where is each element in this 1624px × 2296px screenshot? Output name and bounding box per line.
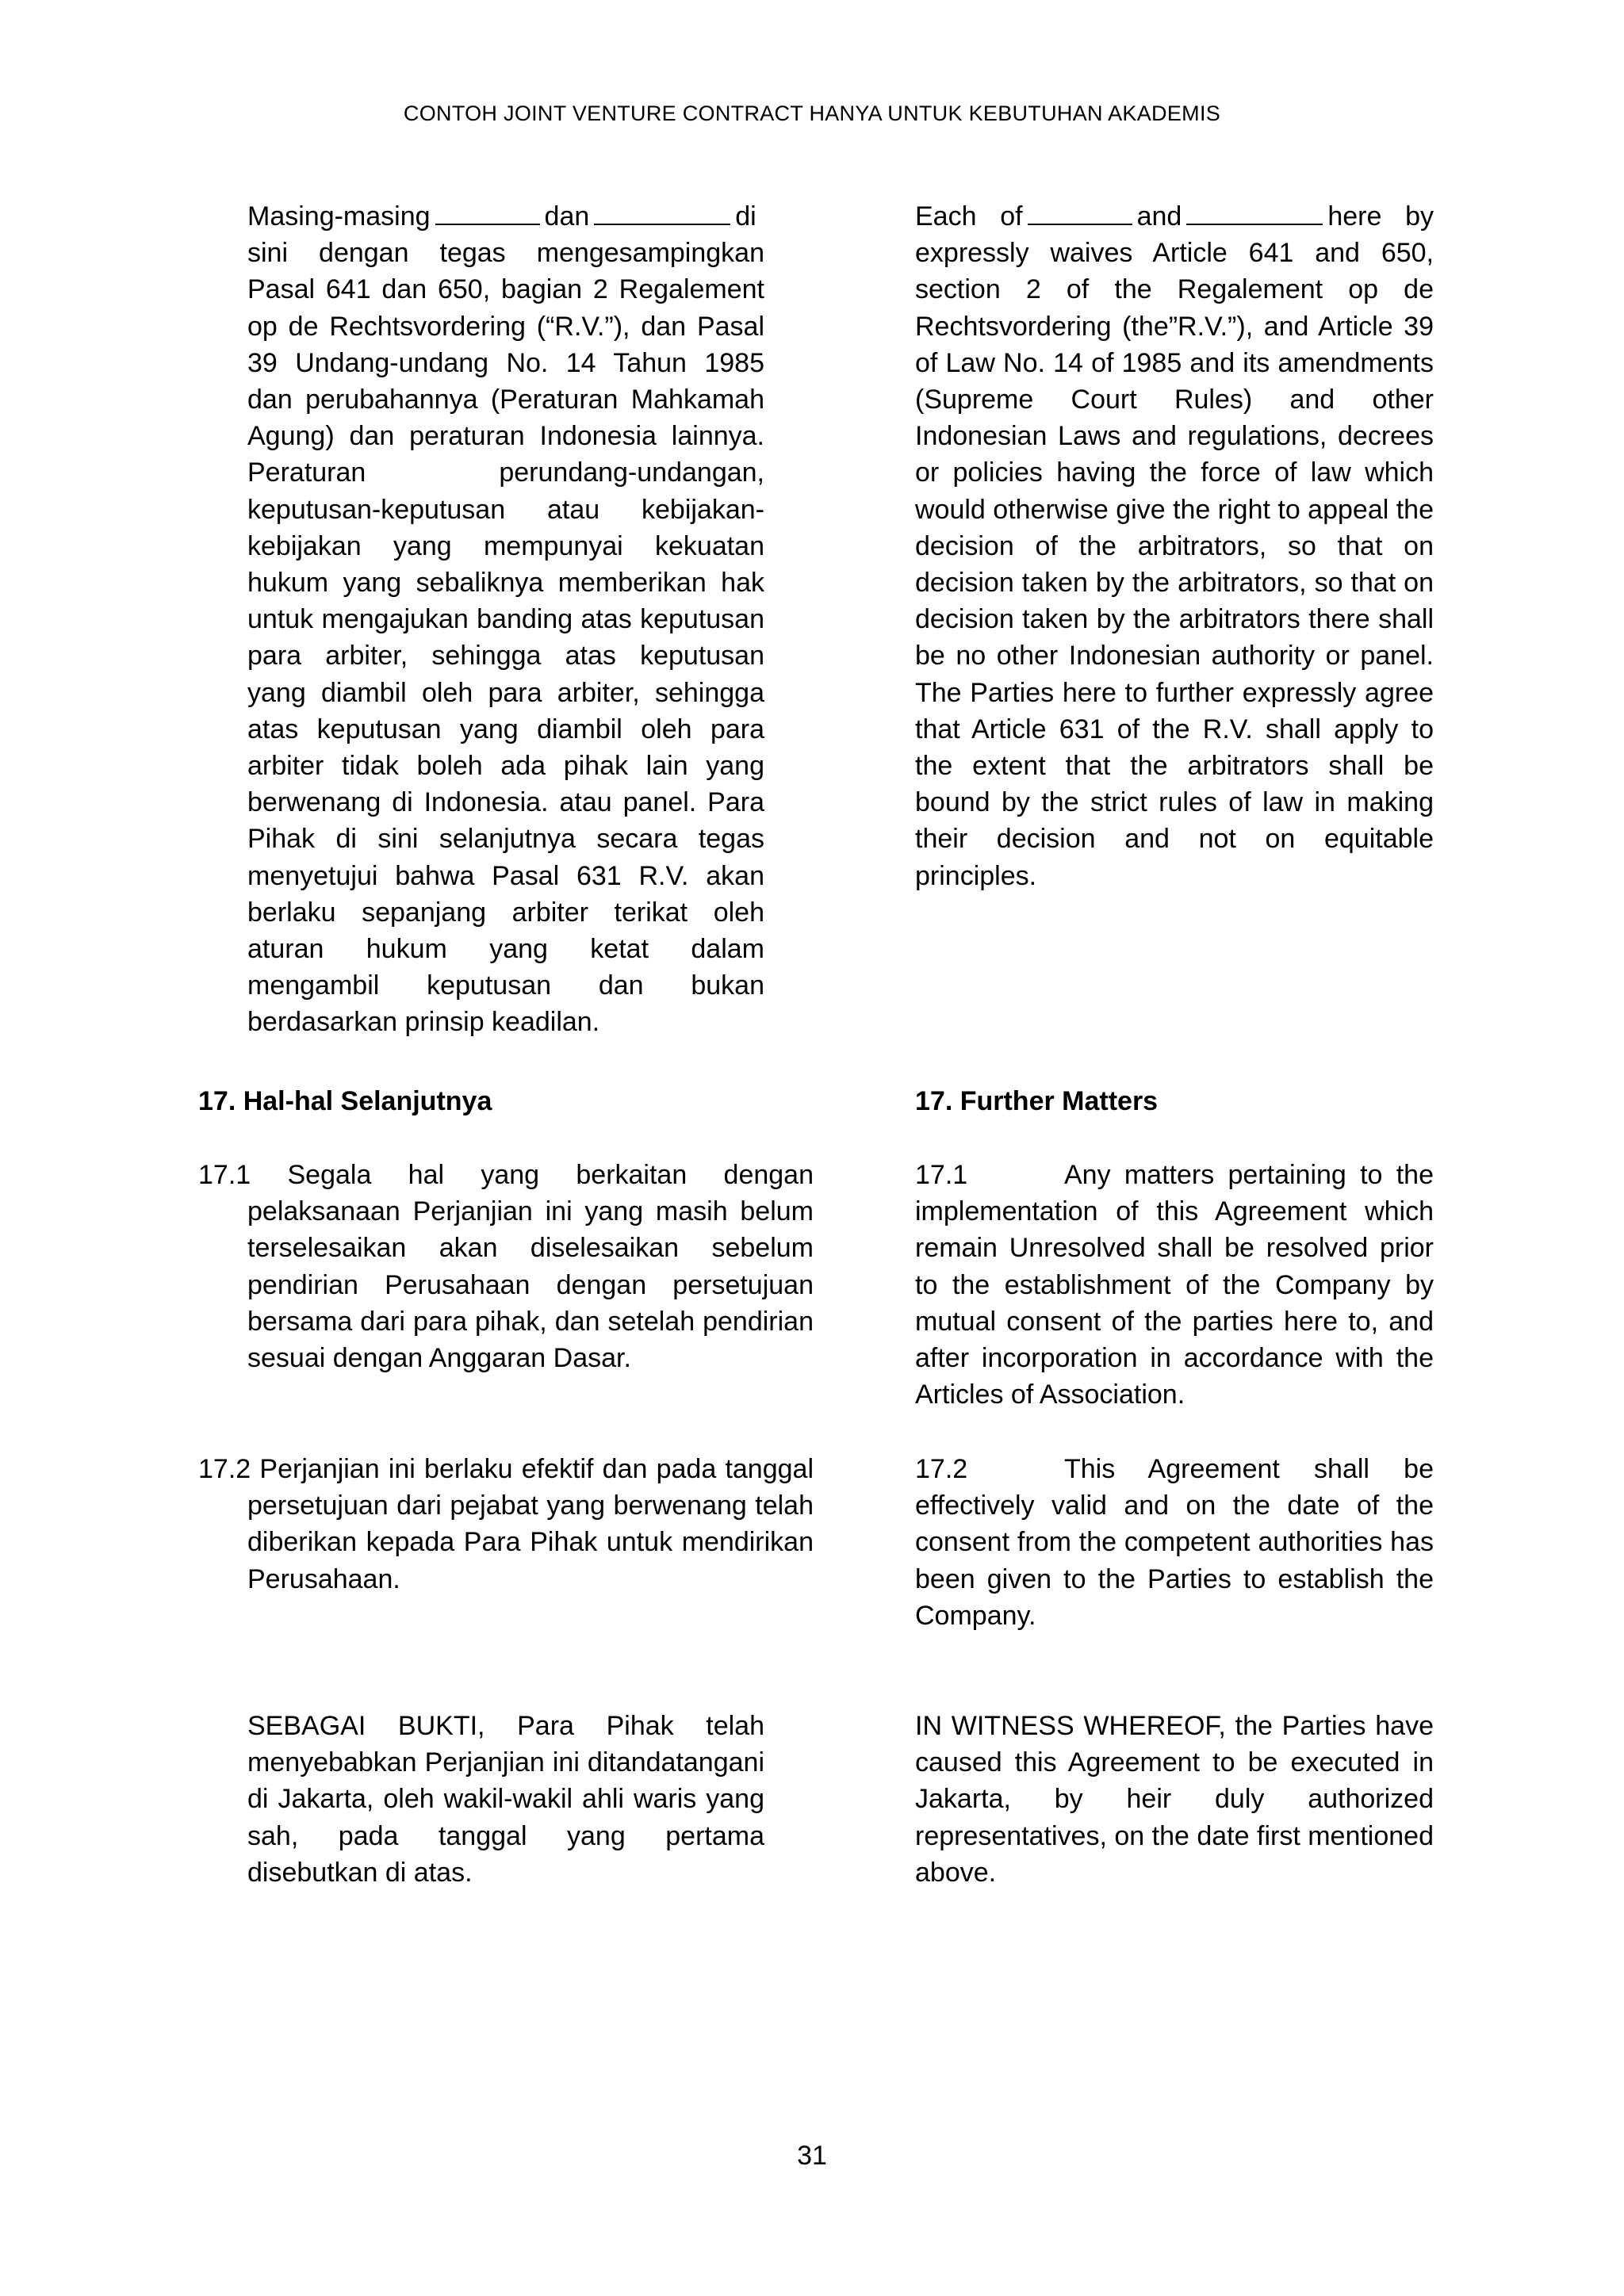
clause-16-right-body: expressly waives Article 641 and 650, section 2 of the Regalement op de Rechtsvordering (the”R.V.”), and Article 39 of Law No. 14 of 1985 and its amendments (Supreme Court Rules) and other Indonesian Laws and regulations, decrees or policies having the force of law which would otherwise give the right to appeal the decision of the arbitrators, so that on decision taken by the arbitrators, so that on decision taken by the arbitrators there shall be no other Indonesian authority or panel. The Parties here to further expressly agree that Article 631 of the R.V. shall apply to the extent that the arbitrators shall be bound by the strict rules of law in making their decision and not on equitable principles. xyxy=(915,238,1434,891)
clause-16-left-mid: dan xyxy=(544,201,590,232)
clause-17-2-left xyxy=(198,1451,814,1598)
clause-17-2-right-text: effectively valid and on the date of the consent from the competent authorities has been given to the Parties to establish the Company. xyxy=(915,1490,1434,1631)
clause-16-left-suffix: di xyxy=(735,201,756,232)
clause-17-2-right-number: 17.2 xyxy=(915,1454,968,1484)
clause-17-1-left-number: 17.1 xyxy=(198,1160,251,1190)
blank-line xyxy=(594,200,730,225)
clause-17-1-right xyxy=(915,1157,1434,1413)
clause-17-2-right-first-line xyxy=(915,1451,1434,1487)
clause-17-1-left xyxy=(198,1157,814,1376)
blank-line xyxy=(435,200,540,225)
clause-17-2-right-first-text: This Agreement shall be xyxy=(1064,1454,1434,1484)
clause-16-right-suffix: here by xyxy=(1327,201,1434,232)
clause-16-right-mid: and xyxy=(1136,201,1182,232)
clause-17-1-right-text: implementation of this Agreement which remain Unresolved shall be resolved prior to the establishment of the Company by mutual consent of the parties here to, and after incorporation in accordance with the Articles of Association. xyxy=(915,1196,1434,1410)
clause-17-1-right-number: 17.1 xyxy=(915,1160,968,1190)
clause-16-left-body: sini dengan tegas mengesampingkan Pasal 641 dan 650, bagian 2 Regalement op de Rechtsvordering (“R.V.”), dan Pasal 39 Undang-undang No. 14 Tahun 1985 dan perubahannya (Peraturan Mahkamah Agung) dan peraturan Indonesia lainnya. Peraturan perundang-undangan, keputusan-keputusan atau kebijakan-kebijakan yang mempunyai kekuatan hukum yang sebaliknya memberikan hak untuk mengajukan banding atas keputusan para arbiter, sehingga atas keputusan yang diambil oleh para arbiter, sehingga atas keputusan yang diambil oleh para arbiter tidak boleh ada pihak lain yang berwenang di Indonesia. atau panel. Para Pihak di sini selanjutnya secara tegas menyetujui bahwa Pasal 631 R.V. akan berlaku sepanjang arbiter terikat oleh aturan hukum yang ketat dalam mengambil keputusan dan bukan berdasarkan prinsip keadilan. xyxy=(247,238,764,1038)
clause-16-right-prefix: Each of xyxy=(915,201,1023,232)
clause-17-2-left-text: Perjanjian ini berlaku efektif dan pada tanggal persetujuan dari pejabat yang berwenang telah diberikan kepada Para Pihak untuk mendirikan Perusahaan. xyxy=(247,1454,814,1594)
section-17-right-heading: 17. Further Matters xyxy=(915,1086,1159,1116)
clause-17-2-right xyxy=(915,1451,1434,1634)
clause-16-right-first-line xyxy=(915,198,1434,235)
section-17-left-heading: 17. Hal-hal Selanjutnya xyxy=(198,1086,492,1116)
clause-16-left-first-line xyxy=(247,198,764,235)
clause-17-1-right-first-line xyxy=(915,1157,1434,1193)
page-number: 31 xyxy=(797,2141,827,2171)
clause-16-left-paragraph xyxy=(247,198,764,1041)
clause-17-1-left-text: Segala hal yang berkaitan dengan pelaksanaan Perjanjian ini yang masih belum terselesaikan akan diselesaikan sebelum pendirian Perusahaan dengan persetujuan bersama dari para pihak, dan setelah pendirian sesuai dengan Anggaran Dasar. xyxy=(247,1160,814,1374)
witness-clause-left: SEBAGAI BUKTI, Para Pihak telah menyebabkan Perjanjian ini ditandatangani di Jakarta, oleh wakil-wakil ahli waris yang sah, pada tanggal yang pertama disebutkan di atas. xyxy=(247,1711,764,1888)
clause-16-left-prefix: Masing-masing xyxy=(247,201,431,232)
clause-16-right-paragraph xyxy=(915,198,1434,894)
blank-line xyxy=(1028,200,1132,225)
running-header: CONTOH JOINT VENTURE CONTRACT HANYA UNTUK KEBUTUHAN AKADEMIS xyxy=(403,101,1221,125)
blank-line xyxy=(1186,200,1323,225)
clause-17-2-left-number: 17.2 xyxy=(198,1454,251,1484)
clause-17-1-right-first-text: Any matters pertaining to the xyxy=(1064,1160,1434,1190)
witness-clause-right: IN WITNESS WHEREOF, the Parties have caused this Agreement to be executed in Jakarta, by heir duly authorized representatives, on the date first mentioned above. xyxy=(915,1711,1434,1888)
